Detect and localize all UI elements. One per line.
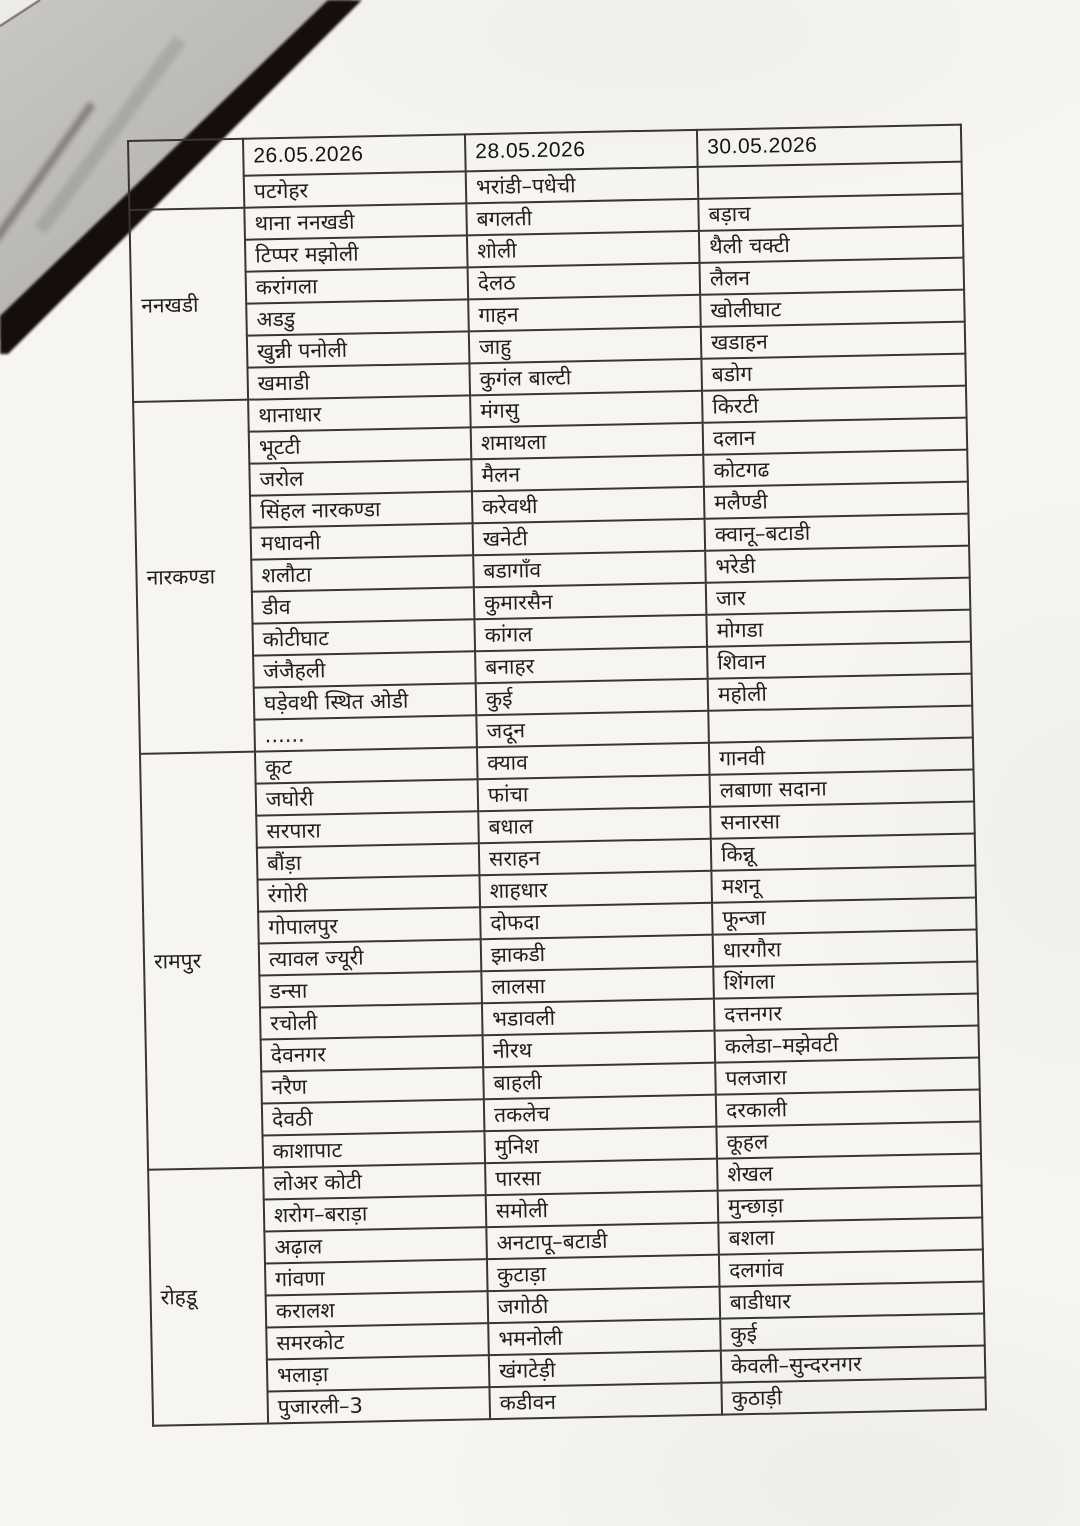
- village-cell: गाहन: [468, 295, 701, 332]
- village-cell: शलौटा: [251, 555, 474, 591]
- village-cell: देवठी: [262, 1099, 485, 1135]
- village-cell: घड़ेवथी स्थित ओडी: [254, 683, 477, 719]
- village-cell: जदून: [476, 711, 709, 748]
- village-cell: जाहु: [469, 327, 702, 364]
- village-cell: कुगंल बाल्टी: [469, 359, 702, 396]
- village-cell: त्यावल ज्यूरी: [259, 939, 482, 975]
- village-cell: पलजारा: [715, 1058, 980, 1095]
- village-cell: शाहधार: [479, 871, 712, 908]
- village-cell: मुनिश: [484, 1127, 717, 1164]
- village-cell: बशला: [718, 1217, 983, 1254]
- village-cell: दरकाली: [716, 1090, 981, 1127]
- village-cell: शिंगला: [713, 962, 978, 999]
- village-cell: कोटीघाट: [252, 619, 475, 655]
- village-cell: थाना ननखडी: [244, 203, 467, 239]
- village-cell: रंगोरी: [257, 875, 480, 911]
- village-cell: किरटी: [702, 386, 967, 423]
- village-cell: मैलन: [471, 455, 704, 492]
- village-cell: डीव: [252, 587, 475, 623]
- village-cell: मुन्छाड़ा: [718, 1185, 983, 1222]
- village-cell: धारगौरा: [713, 930, 978, 967]
- village-cell: करांगला: [246, 267, 469, 303]
- village-cell: मधावनी: [251, 523, 474, 559]
- village-cell: भूटटी: [249, 427, 472, 463]
- village-cell: थैली चक्टी: [699, 226, 964, 263]
- village-cell: नरैण: [261, 1067, 484, 1103]
- village-cell: भरेडी: [705, 546, 970, 583]
- village-cell: कलेडा–मझेवटी: [715, 1026, 980, 1063]
- village-cell: खमाडी: [247, 363, 470, 399]
- village-cell: भडावली: [482, 999, 715, 1036]
- village-cell: झाकडी: [481, 935, 714, 972]
- village-cell: जरोल: [249, 459, 472, 495]
- village-cell: तकलेच: [484, 1095, 717, 1132]
- village-cell: लोअर कोटी: [263, 1163, 486, 1199]
- village-cell: देलठ: [468, 263, 701, 300]
- village-cell: समोली: [486, 1191, 719, 1228]
- village-cell: कुई: [720, 1313, 985, 1350]
- village-cell: शोली: [467, 231, 700, 268]
- village-cell: सरपारा: [256, 811, 479, 847]
- village-cell: खुन्नी पनोली: [247, 331, 470, 367]
- empty-cell: [698, 162, 963, 199]
- village-cell: बधाल: [478, 807, 711, 844]
- village-cell: करालश: [266, 1291, 489, 1327]
- village-cell: कुई: [476, 679, 709, 716]
- village-cell: किन्नू: [711, 834, 976, 871]
- village-cell: महोली: [708, 674, 973, 711]
- village-cell: डन्सा: [259, 971, 482, 1007]
- village-cell: सराहन: [479, 839, 712, 876]
- village-cell: भलाड़ा: [267, 1355, 490, 1391]
- region-cell: रोहडू: [148, 1168, 268, 1426]
- village-cell: बाडीधार: [720, 1281, 985, 1318]
- village-cell: दत्तनगर: [714, 994, 979, 1031]
- village-cell: लैलन: [700, 258, 965, 295]
- village-cell: शरोग–बराड़ा: [264, 1195, 487, 1231]
- village-cell: गांवणा: [265, 1259, 488, 1295]
- village-cell: मंगसु: [470, 391, 703, 428]
- village-cell: देवनगर: [261, 1035, 484, 1071]
- schedule-table: [127, 124, 985, 1427]
- village-cell: अढ़ाल: [264, 1227, 487, 1263]
- column-header-date: 30.05.2026: [697, 125, 962, 167]
- village-cell: शमाथला: [471, 423, 704, 460]
- village-cell: सिंहल नारकण्डा: [250, 491, 473, 527]
- empty-cell: [708, 706, 973, 743]
- village-cell: कोटगढ: [703, 450, 968, 487]
- region-cell: रामपुर: [140, 752, 263, 1170]
- village-cell: पुजारली–3: [267, 1387, 490, 1423]
- village-cell: केवली–सुन्दरनगर: [721, 1345, 986, 1382]
- village-cell: जार: [706, 578, 971, 615]
- village-cell: बगलती: [466, 199, 699, 236]
- village-cell: टिप्पर मझोली: [245, 235, 468, 271]
- village-cell: थानाधार: [248, 395, 471, 431]
- village-cell: शिवान: [707, 642, 972, 679]
- village-cell: जगोठी: [488, 1287, 721, 1324]
- village-cell: मशनू: [711, 866, 976, 903]
- village-cell: बाहली: [483, 1063, 716, 1100]
- village-cell: मलैण्डी: [704, 482, 969, 519]
- village-cell: दोफदा: [480, 903, 713, 940]
- village-cell: पटगेहर: [244, 171, 467, 207]
- village-cell: क्वानू–बटाडी: [705, 514, 970, 551]
- village-cell: फून्जा: [712, 898, 977, 935]
- village-cell: गानवी: [709, 738, 974, 775]
- village-cell: कुटाड़ा: [487, 1255, 720, 1292]
- header-region-blank: [128, 139, 244, 210]
- region-cell: नारकण्डा: [133, 400, 255, 754]
- village-cell: बडोग: [701, 354, 966, 391]
- village-cell: कूट: [255, 747, 478, 783]
- village-cell: नीरथ: [483, 1031, 716, 1068]
- village-cell: मोगडा: [706, 610, 971, 647]
- village-cell: बनाहर: [475, 647, 708, 684]
- village-cell: ......: [254, 715, 477, 751]
- village-cell: कांगल: [474, 615, 707, 652]
- village-cell: खंगटेड़ी: [489, 1351, 722, 1388]
- village-cell: गोपालपुर: [258, 907, 481, 943]
- village-cell: बडागाँव: [473, 551, 706, 588]
- column-header-date: 26.05.2026: [243, 134, 466, 175]
- village-cell: कूहल: [716, 1122, 981, 1159]
- village-cell: लालसा: [481, 967, 714, 1004]
- village-cell: भमनोली: [488, 1319, 721, 1356]
- village-cell: अनटापू–बटाडी: [486, 1223, 719, 1260]
- village-cell: दलान: [703, 418, 968, 455]
- village-cell: पारसा: [485, 1159, 718, 1196]
- village-cell: अडडु: [246, 299, 469, 335]
- village-cell: दलगांव: [719, 1249, 984, 1286]
- village-cell: जघोरी: [256, 779, 479, 815]
- village-cell: सनारसा: [710, 802, 975, 839]
- village-cell: रचोली: [260, 1003, 483, 1039]
- village-cell: क्याव: [477, 743, 710, 780]
- region-cell: ननखडी: [129, 208, 248, 402]
- village-cell: कुठाड़ी: [721, 1377, 986, 1414]
- village-cell: जंजैहली: [253, 651, 476, 687]
- village-cell: काशापाट: [262, 1131, 485, 1167]
- village-cell: बड़ाच: [698, 194, 963, 231]
- village-cell: कुमारसैन: [474, 583, 707, 620]
- village-cell: खोलीघाट: [700, 290, 965, 327]
- village-cell: कडीवन: [489, 1383, 722, 1420]
- schedule-table-inner: [127, 124, 987, 1427]
- village-cell: शेखल: [717, 1154, 982, 1191]
- village-cell: बौंड़ा: [257, 843, 480, 879]
- village-cell: फांचा: [478, 775, 711, 812]
- village-cell: करेवथी: [472, 487, 705, 524]
- village-cell: समरकोट: [266, 1323, 489, 1359]
- column-header-date: 28.05.2026: [465, 130, 698, 172]
- village-cell: खडाहन: [701, 322, 966, 359]
- village-cell: खनेटी: [473, 519, 706, 556]
- village-cell: लबाणा सदाना: [710, 770, 975, 807]
- village-cell: भरांडी–पधेची: [466, 167, 699, 204]
